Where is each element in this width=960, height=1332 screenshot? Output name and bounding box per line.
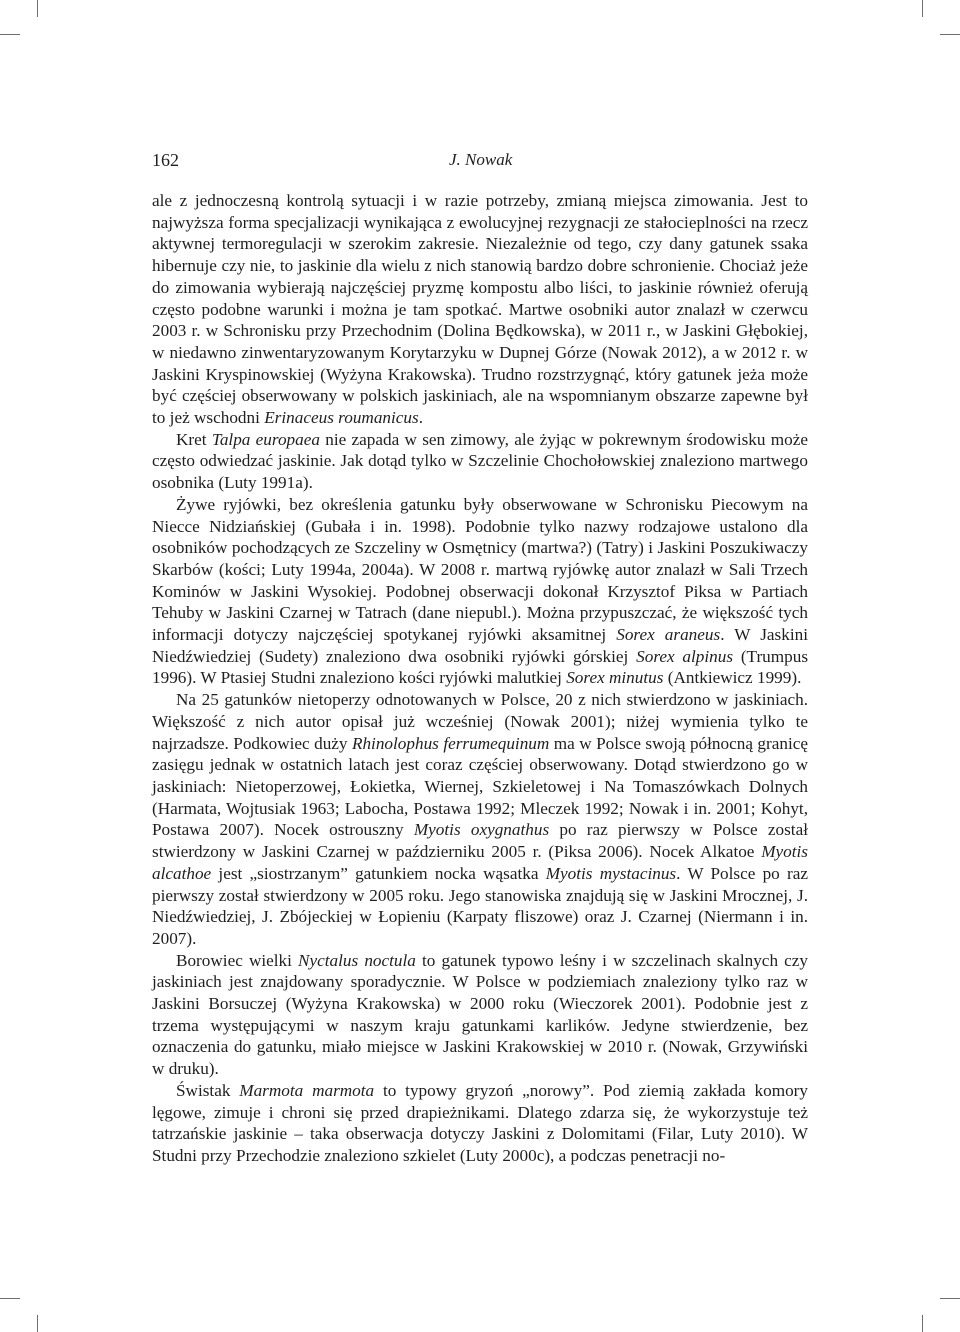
species-name: Nyctalus noctula <box>298 950 416 970</box>
body-paragraph <box>152 689 808 949</box>
text-run: jest „siostrzanym” gatunkiem nocka wąsatka <box>211 863 546 883</box>
text-run: . <box>418 408 423 428</box>
text-run: (Antkiewicz 1999). <box>663 668 802 688</box>
crop-mark-top-right-vertical <box>922 0 923 17</box>
text-run: to typowy gryzoń „norowy”. Pod ziemią zakłada komory lęgowe, zimuje i chroni się przed drapieżnikami. Dlatego zdarza się, że wykorzystuje też tatrzańskie jaskinie – taka obserwacja dotyczy Jaskini z Dolomitami (Filar, Luty 2010). W Studni przy Przechodzie znaleziono szkielet (Luty 2000c), a podczas penetracji no- <box>152 1080 808 1165</box>
page-header <box>152 150 807 174</box>
text-run: Borowiec wielki <box>176 950 299 970</box>
text-run: ma w Polsce swoją północną granicę zasięgu jednak w ostatnich latach jest coraz częściej obserwowany. Dotąd stwierdzono go w jaskiniach: Nietoperzowej, Łokietka, Wiernej, Szkieletowej i Na Tomaszówkach Dolnych (Harmata, Wojtusiak 1963; Labocha, Postawa 1992; Mleczek 1992; Nowak i in. 2001; Kohyt, Postawa 2007). Nocek ostrouszny <box>152 733 808 840</box>
text-run: ale z jednoczesną kontrolą sytuacji i w razie potrzeby, zmianą miejsca zimowania. Jest to najwyższa forma specjalizacji wynikająca z ewolucyjnej rezygnacji ze stałocieplności na rzecz aktywnej termoregulacji w szerokim zakresie. Niezależnie od tego, czy dany gatunek ssaka hibernuje czy nie, to jaskinie dla wielu z nich stanowią bardzo dobre schronienie. Chociaż jeże do zimowania wybierają najczęściej pryzmę kompostu albo liści, to jaskinie również oferują często podobne warunki i można je tam spotkać. Martwe osobniki autor znalazł w czerwcu 2003 r. w Schronisku przy Przechodnim (Dolina Będkowska), w 2011 r., w Jaskini Głębokiej, w niedawno zinwentaryzowanym Korytarzyku w Dupnej Górze (Nowak 2012), a w 2012 r. w Jaskini Kryspinowskiej (Wyżyna Krakowska). Trudno rozstrzygnąć, który gatunek jeża może być częściej obserwowany w polskich jaskiniach, ale na wspomnianym obszarze zapewne był to jeż wschodni <box>152 191 808 428</box>
species-name: Rhinolophus ferrumequinum <box>351 733 550 753</box>
species-name: Sorex alpinus <box>636 646 734 666</box>
crop-mark-bottom-right-vertical <box>922 1315 923 1332</box>
body-paragraph <box>152 950 808 1080</box>
species-name: Sorex araneus <box>616 625 721 645</box>
text-run: Żywe ryjówki, bez określenia gatunku były obserwowane w Schronisku Piecowym na Niecce Nidziańskiej (Gubała i in. 1998). Podobnie tylko nazwy rodzajowe ustalono dla osobników pochodzących ze Szczeliny w Osmętnicy (martwa?) (Tatry) i Jaskini Poszukiwaczy Skarbów (kości; Luty 1994a, 2004a). W 2008 r. martwą ryjówkę autor znalazł w Sali Trzech Kominów w Jaskini Wysokiej. Podobnej obserwacji dokonał Krzysztof Piksa w Partiach Tehuby w Jaskini Czarnej w Tatrach (dane niepubl.). Można przypuszczać, że większość tych informacji dotyczy najczęściej spotykanej ryjówki aksamitnej <box>152 494 808 645</box>
species-name: Marmota marmota <box>239 1080 375 1100</box>
crop-mark-top-left-horizontal <box>0 34 20 35</box>
body-paragraph <box>152 1080 808 1167</box>
text-run: Kret <box>176 429 212 449</box>
body-paragraph <box>152 190 808 429</box>
species-name: Myotis oxygnathus <box>413 820 550 840</box>
crop-mark-top-left-vertical <box>37 0 38 17</box>
crop-mark-bottom-left-horizontal <box>0 1298 20 1299</box>
text-run: . W Jaskini Niedźwiedziej (Sudety) znaleziono dwa osobniki ryjówki górskiej <box>152 625 808 666</box>
species-name: Sorex minutus <box>566 668 664 688</box>
body-paragraph <box>152 494 808 689</box>
text-run: nie zapada w sen zimowy, ale żyjąc w pokrewnym środowisku może często odwiedzać jaskinie. Jak dotąd tylko w Szczelinie Chochołowskiej znaleziono martwego osobnika (Luty 1991a). <box>152 429 808 493</box>
running-head-author: J. Nowak <box>449 150 513 169</box>
species-name: Erinaceus roumanicus <box>264 408 419 428</box>
text-run: po raz pierwszy w Polsce został stwierdzony w Jaskini Czarnej w październiku 2005 r. (Piksa 2006). Nocek Alkatoe <box>152 820 808 862</box>
article-body <box>152 190 808 1167</box>
species-name: Myotis mystacinus <box>545 863 677 883</box>
text-run: to gatunek typowo leśny i w szczelinach skalnych czy jaskiniach jest znajdowany sporadycznie. W Polsce w podziemiach znaleziony tylko raz w Jaskini Borsuczej (Wyżyna Krakowska) w 2000 roku (Wieczorek 2001). Podobnie jest z trzema występującymi w naszym kraju gatunkami karlików. Jedyne stwierdzenie, bez oznaczenia do gatunku, miało miejsce w Jaskini Krakowskiej w 2010 r. (Nowak, Grzywiński w druku). <box>152 950 809 1079</box>
text-run: (Trumpus 1996). W Ptasiej Studni znaleziono kości ryjówki malutkiej <box>152 646 809 688</box>
species-name: Talpa europaea <box>211 429 320 449</box>
crop-mark-top-right-horizontal <box>940 34 960 35</box>
text-run: . W Polsce po raz pierwszy został stwierdzony w 2005 roku. Jego stanowiska znajdują się w Jaskini Mrocznej, J. Niedźwiedziej, J. Zbójeckiej w Łopieniu (Karpaty fliszowe) oraz J. Czarnej (Niermann i in. 2007). <box>152 863 808 948</box>
crop-mark-bottom-right-horizontal <box>940 1298 960 1299</box>
page-number: 162 <box>152 150 179 170</box>
crop-mark-bottom-left-vertical <box>37 1315 38 1332</box>
text-run: Świstak <box>176 1080 240 1100</box>
body-paragraph <box>152 429 808 494</box>
text-run: Na 25 gatunków nietoperzy odnotowanych w Polsce, 20 z nich stwierdzono w jaskiniach. Większość z nich autor opisał już wcześniej (Nowak 2001); niżej wymienia tylko te najrzadsze. Podkowiec duży <box>152 690 808 753</box>
species-name: Myotis alcathoe <box>152 842 808 883</box>
